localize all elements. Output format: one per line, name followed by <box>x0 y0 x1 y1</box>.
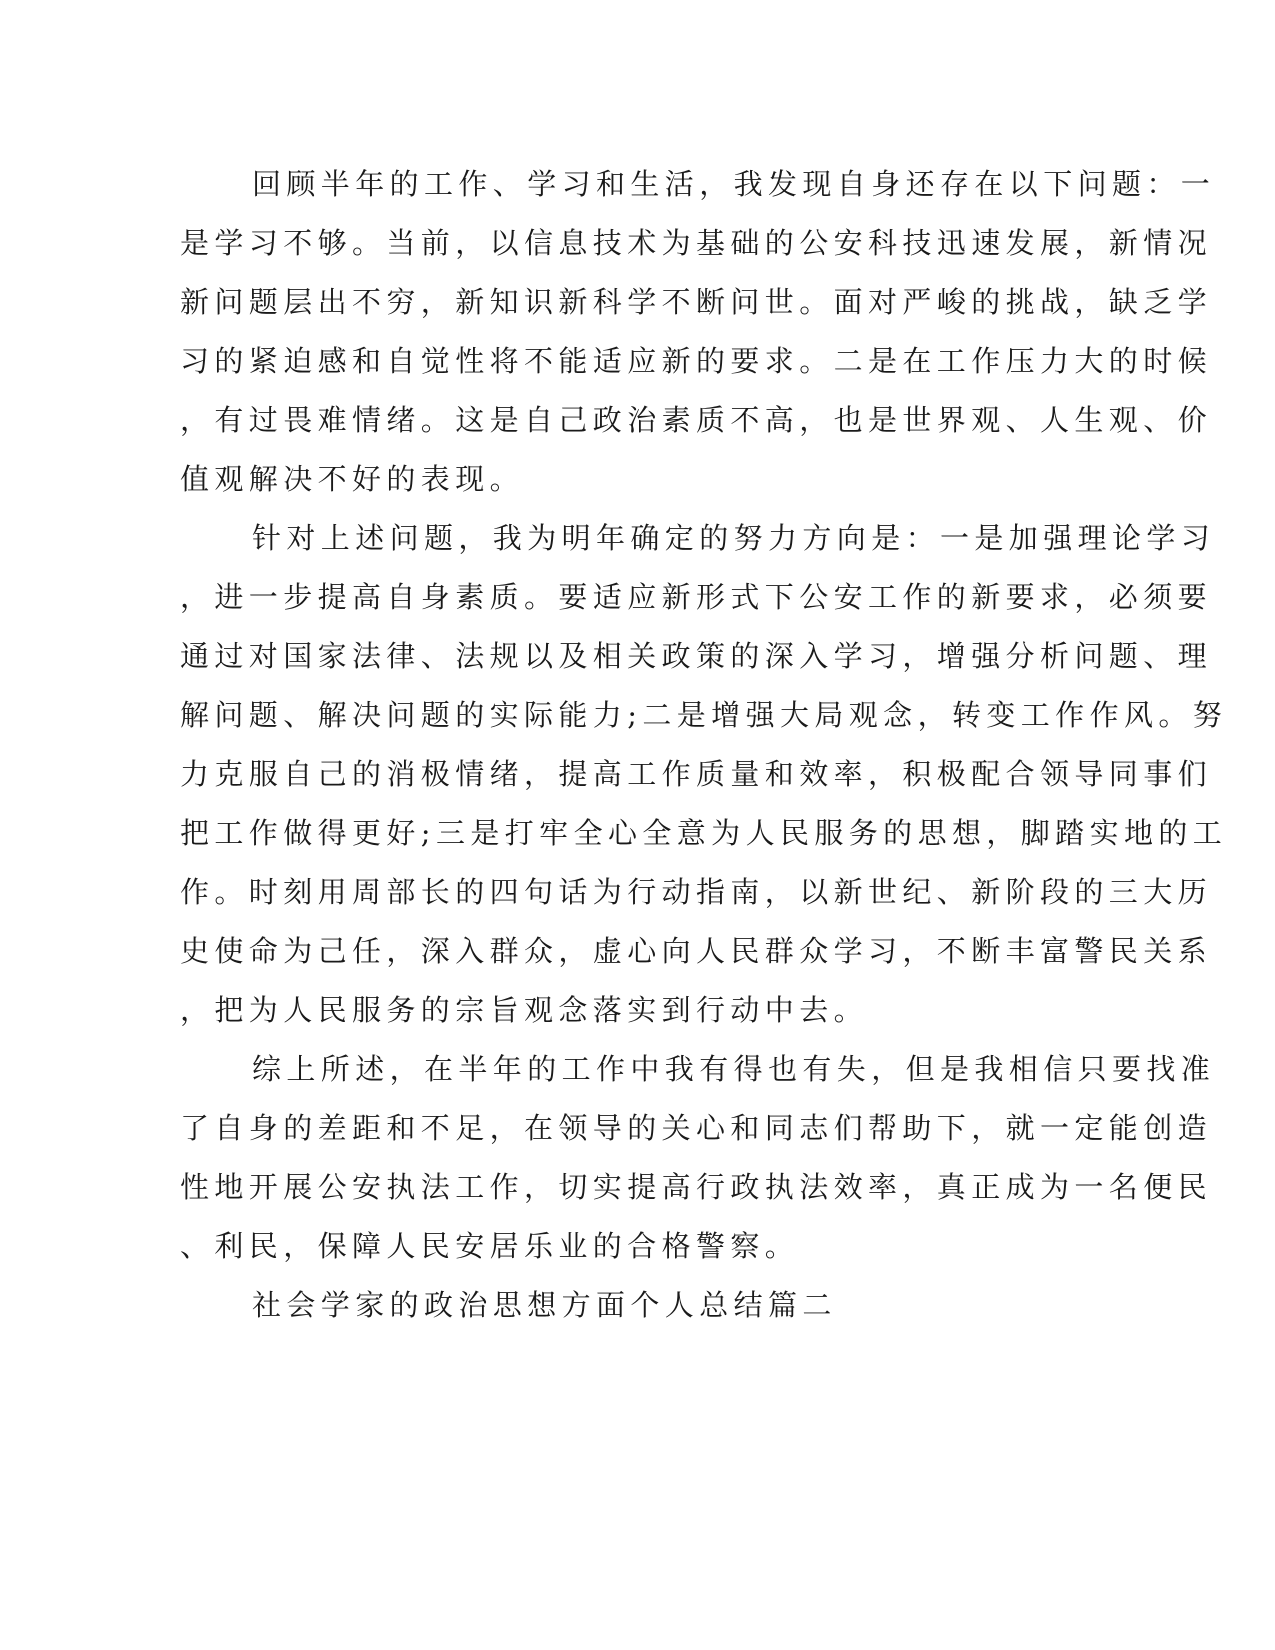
text-line: 新问题层出不穷，新知识新科学不断问世。面对严峻的挑战，缺乏学 <box>180 285 1213 319</box>
text-line: 习的紧迫感和自觉性将不能适应新的要求。二是在工作压力大的时候 <box>180 344 1213 378</box>
text-line: 通过对国家法律、法规以及相关政策的深入学习，增强分析问题、理 <box>180 639 1213 673</box>
text-line: 力克服自己的消极情绪，提高工作质量和效率，积极配合领导同事们 <box>180 757 1213 791</box>
text-line: 解问题、解决问题的实际能力;二是增强大局观念，转变工作作风。努 <box>180 698 1228 732</box>
text-line: 把工作做得更好;三是打牢全心全意为人民服务的思想，脚踏实地的工 <box>180 816 1228 850</box>
text-line: 针对上述问题，我为明年确定的努力方向是：一是加强理论学习 <box>252 521 1216 555</box>
text-line: 史使命为己任，深入群众，虚心向人民群众学习，不断丰富警民关系 <box>180 934 1213 968</box>
text-line: ，有过畏难情绪。这是自己政治素质不高，也是世界观、人生观、价 <box>180 403 1213 437</box>
text-line: 是学习不够。当前，以信息技术为基础的公安科技迅速发展，新情况 <box>180 226 1213 260</box>
text-line: 综上所述，在半年的工作中我有得也有失，但是我相信只要找准 <box>252 1052 1216 1086</box>
text-line: 社会学家的政治思想方面个人总结篇二 <box>252 1288 837 1322</box>
text-line: ，把为人民服务的宗旨观念落实到行动中去。 <box>180 993 869 1027</box>
text-line: ，进一步提高自身素质。要适应新形式下公安工作的新要求，必须要 <box>180 580 1213 614</box>
text-line: 了自身的差距和不足，在领导的关心和同志们帮助下，就一定能创造 <box>180 1111 1213 1145</box>
text-line: 作。时刻用周部长的四句话为行动指南，以新世纪、新阶段的三大历 <box>180 875 1213 909</box>
text-line: 值观解决不好的表现。 <box>180 462 525 496</box>
text-line: 性地开展公安执法工作，切实提高行政执法效率，真正成为一名便民 <box>180 1170 1213 1204</box>
text-line: 回顾半年的工作、学习和生活，我发现自身还存在以下问题：一 <box>252 167 1216 201</box>
text-line: 、利民，保障人民安居乐业的合格警察。 <box>180 1229 800 1263</box>
